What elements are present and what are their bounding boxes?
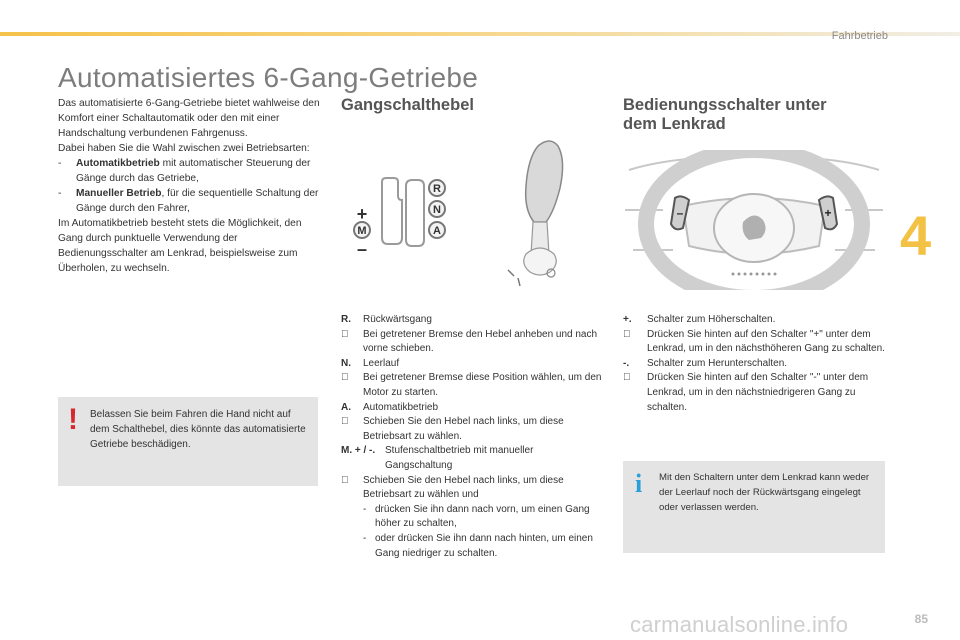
paddle-minus-label: –: [676, 206, 684, 220]
gear-knob-icon: [508, 141, 563, 286]
list-item: [341, 328, 603, 357]
page-title: Automatisiertes 6-Gang-Getriebe: [58, 62, 479, 93]
entry-key: -.: [623, 357, 630, 369]
gear-description: [341, 313, 603, 561]
arrow-icon: [341, 415, 363, 444]
entry-text: Bei getretener Bremse den Hebel anheben und nach vorne schieben.: [363, 328, 598, 355]
entry-text: Leerlauf: [363, 357, 400, 369]
label-r: R: [433, 183, 441, 195]
sub-item: [341, 503, 603, 532]
entry-key: N.: [341, 357, 351, 369]
page-number: 85: [914, 612, 928, 626]
heading-line: dem Lenkrad: [623, 115, 726, 133]
list-item: [623, 371, 885, 415]
entry-text: Drücken Sie hinten auf den Schalter "-" unter dem Lenkrad, um in den nächstniedrigeren Gang zu schalten.: [647, 372, 869, 413]
gear-lever-illustration: [340, 130, 590, 290]
intro-paragraph: Dabei haben Sie die Wahl zwischen zwei Betriebsarten:: [58, 143, 310, 154]
arrow-icon: [341, 474, 363, 503]
arrow-icon: [341, 328, 363, 357]
list-dash: -: [58, 158, 62, 169]
list-item: [341, 444, 603, 473]
intro-paragraph: Das automatisierte 6-Gang-Getriebe bietet wahlweise den Komfort einer Schaltautomatik oder den mit einer Handschaltung verbundenen Fahrgenuss.: [58, 98, 320, 139]
paddle-plus-label: +: [824, 206, 832, 220]
header-accent-bar: [0, 32, 960, 36]
intro-list-item: [58, 156, 320, 186]
label-minus: –: [356, 239, 368, 259]
list-item: [341, 371, 603, 400]
list-item: [623, 357, 885, 372]
mode-name: Manueller Betrieb: [76, 188, 162, 199]
mode-name: Automatikbetrieb: [76, 158, 160, 169]
entry-text: Bei getretener Bremse diese Position wählen, um den Motor zu starten.: [363, 372, 602, 398]
sub-item: [341, 532, 603, 561]
lion-logo-icon: [743, 215, 766, 240]
mode-description: , für die sequentielle Schaltung der Gänge durch den Fahrer,: [76, 188, 319, 214]
list-item: [623, 313, 885, 328]
list-item: [341, 474, 603, 503]
intro-list-item: [58, 186, 320, 216]
label-n: N: [433, 204, 441, 216]
steering-wheel-illustration: [623, 150, 885, 290]
label-a: A: [433, 225, 441, 237]
list-item: [341, 313, 603, 328]
entry-text: Schieben Sie den Hebel nach links, um diese Betriebsart zu wählen.: [363, 416, 564, 442]
section-label: Fahrbetrieb: [831, 30, 888, 42]
label-plus: +: [356, 204, 368, 224]
warning-box: [58, 397, 318, 486]
entry-text: Automatikbetrieb: [363, 401, 439, 413]
info-icon: i: [635, 469, 643, 498]
entry-key: +.: [623, 314, 632, 325]
entry-key: R.: [341, 314, 351, 325]
list-dash: -: [363, 532, 367, 544]
warning-text: Belassen Sie beim Fahren die Hand nicht auf dem Schalthebel, dies könnte das automatisierte Getriebe beschädigen.: [90, 409, 306, 450]
entry-text: Schalter zum Herunterschalten.: [647, 357, 788, 369]
gear-lever-heading: Gangschalthebel: [341, 96, 474, 114]
gate-right-icon: [406, 180, 424, 246]
mode-description: mit automatischer Steuerung der Gänge durch das Getriebe,: [76, 158, 311, 184]
intro-text: [58, 96, 320, 276]
steering-description: [623, 313, 885, 415]
sub-text: drücken Sie ihn dann nach vorn, um einen Gang höher zu schalten,: [375, 503, 590, 530]
entry-key: M. + / -.: [341, 445, 376, 457]
arrow-icon: [341, 371, 363, 400]
list-item: [623, 328, 885, 357]
entry-text: Rückwärtsgang: [363, 314, 432, 325]
entry-text: Schalter zum Höherschalten.: [647, 314, 776, 325]
list-dash: -: [363, 503, 367, 515]
arrow-icon: [623, 371, 647, 415]
entry-text: Drücken Sie hinten auf den Schalter "+" unter dem Lenkrad, um in den nächsthöheren Gang zu schalten.: [647, 328, 885, 355]
intro-paragraph: Im Automatikbetrieb besteht stets die Möglichkeit, den Gang durch punktuelle Verwendung der Bedienungsschalter am Lenkrad, beispielsweise zum Überholen, zu wechseln.: [58, 218, 302, 274]
list-item: [341, 357, 603, 372]
chapter-number: 4: [900, 204, 932, 267]
heading-line: Bedienungsschalter unter: [623, 96, 827, 114]
list-dash: -: [58, 188, 62, 199]
info-box: [623, 461, 885, 553]
info-text: Mit den Schaltern unter dem Lenkrad kann weder der Leerlauf noch der Rückwärtsgang eingelegt oder verlassen werden.: [659, 472, 870, 513]
warning-icon: !: [68, 403, 78, 436]
steering-controls-heading: [623, 96, 827, 134]
list-item: [341, 401, 603, 416]
label-m: M: [357, 225, 367, 237]
list-item: [341, 415, 603, 444]
arrow-icon: [623, 328, 647, 357]
entry-text: Schieben Sie den Hebel nach links, um diese Betriebsart zu wählen und: [363, 474, 564, 501]
gate-left-icon: [382, 178, 402, 244]
sub-text: oder drücken Sie ihn dann nach hinten, um einen Gang niedriger zu schalten.: [375, 532, 593, 559]
entry-key: A.: [341, 401, 351, 413]
entry-text: Stufenschaltbetrieb mit manueller Gangschaltung: [385, 445, 534, 471]
watermark: carmanualsonline.info: [630, 612, 849, 637]
